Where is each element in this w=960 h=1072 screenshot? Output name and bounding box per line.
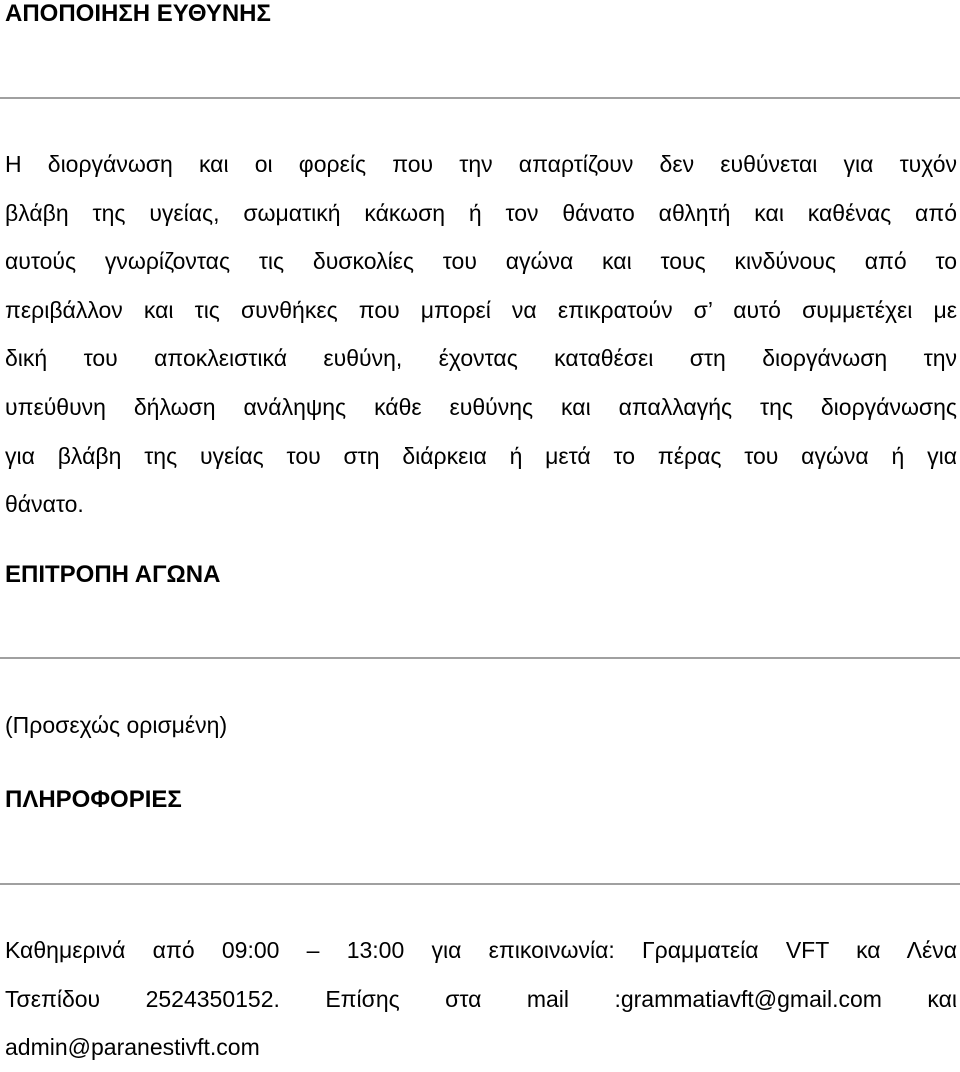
info-paragraph (5, 926, 957, 1072)
disclaimer-title: ΑΠΟΠΟΙΗΣΗ ΕΥΘΥΝΗΣ (5, 0, 271, 27)
committee-note: (Προσεχώς ορισμένη) (5, 712, 228, 738)
section-divider (0, 883, 960, 885)
section-divider (0, 657, 960, 659)
info-line: admin@paranestivft.com (5, 1034, 260, 1061)
committee-title: ΕΠΙΤΡΟΠΗ ΑΓΩΝΑ (5, 561, 221, 588)
disclaimer-line: θάνατο. (5, 491, 84, 518)
info-line: Τσεπίδου 2524350152. Επίσης στα mail :grammatiavft@gmail.com και (5, 985, 957, 1012)
section-divider (0, 97, 960, 99)
disclaimer-line: βλάβη της υγείας, σωματική κάκωση ή τον θάνατο αθλητή και καθένας από (5, 199, 957, 226)
disclaimer-line: για βλάβη της υγείας του στη διάρκεια ή μετά το πέρας του αγώνα ή για (5, 442, 957, 469)
disclaimer-line: υπεύθυνη δήλωση ανάληψης κάθε ευθύνης και απαλλαγής της διοργάνωσης (5, 393, 957, 420)
disclaimer-line: Η διοργάνωση και οι φορείς που την απαρτίζουν δεν ευθύνεται για τυχόν (5, 151, 957, 177)
disclaimer-line: δική του αποκλειστικά ευθύνη, έχοντας καταθέσει στη διοργάνωση την (5, 345, 957, 372)
disclaimer-paragraph (5, 140, 957, 529)
info-title: ΠΛΗΡΟΦΟΡΙΕΣ (5, 786, 182, 813)
disclaimer-line: αυτούς γνωρίζοντας τις δυσκολίες του αγώνα και τους κινδύνους από το (5, 248, 957, 275)
disclaimer-line: περιβάλλον και τις συνθήκες που μπορεί να επικρατούν σ’ αυτό συμμετέχει με (5, 296, 957, 323)
info-line: Καθημερινά από 09:00 – 13:00 για επικοινωνία: Γραμματεία VFT κα Λένα (5, 937, 957, 963)
